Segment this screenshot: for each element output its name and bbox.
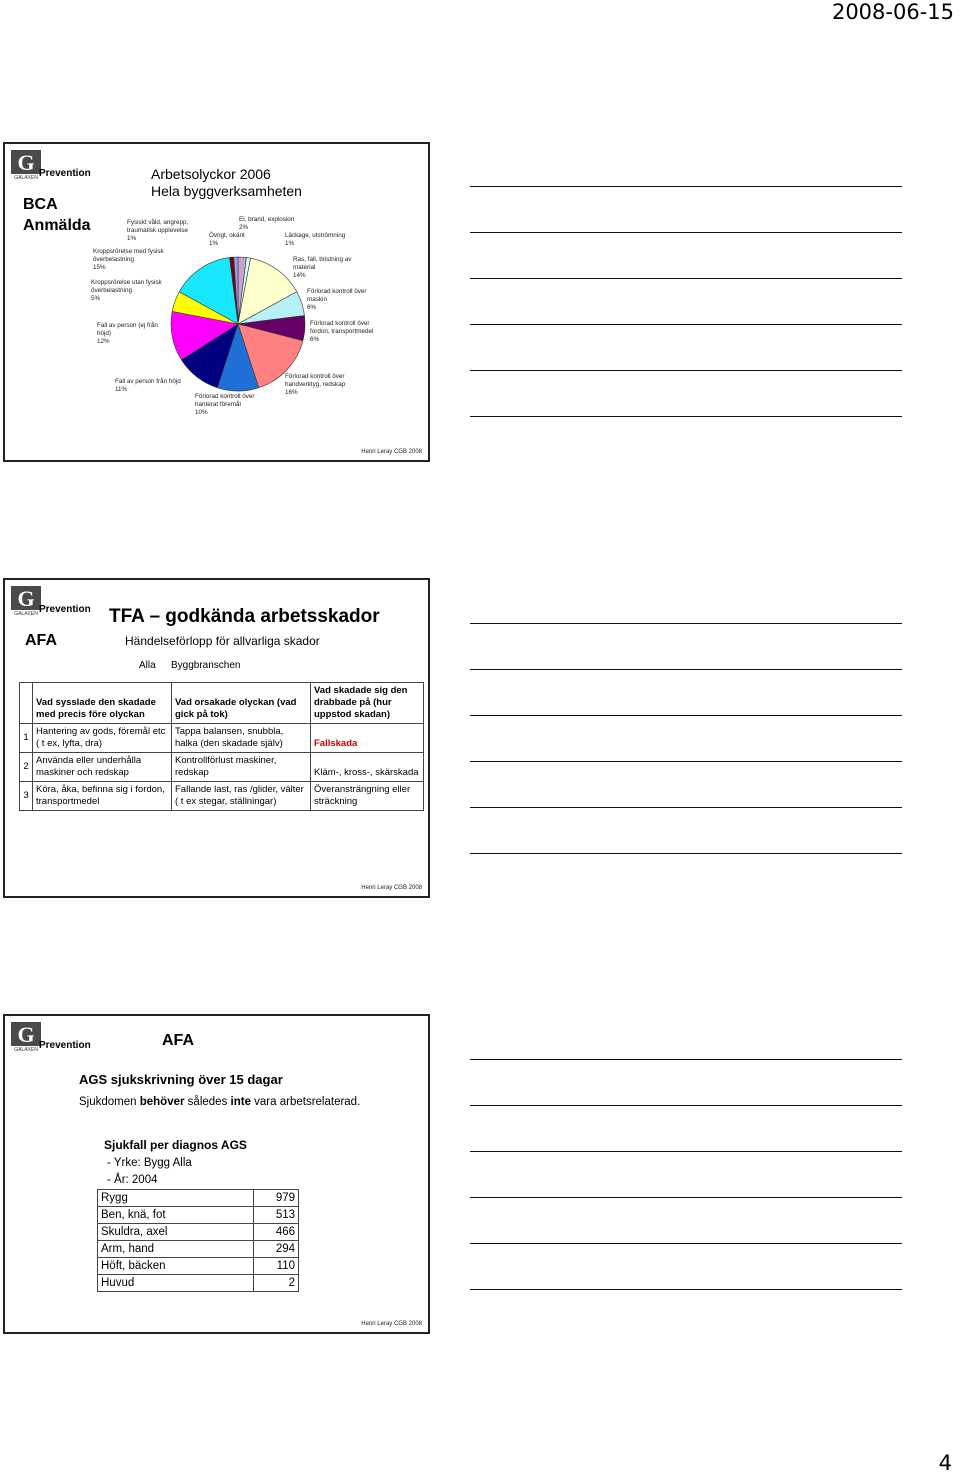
highlight-cell: Fallskada	[311, 724, 424, 753]
pie-label: El, brand, explosion 2%	[239, 216, 295, 231]
filter-industry: Byggbranschen	[171, 660, 241, 671]
header-activity: Vad sysslade den skadade med precis före olyckan	[33, 683, 172, 724]
slide-footer: Henri Leray CGB 2008	[361, 885, 422, 891]
header-cause: Vad orsakade olyckan (vad gick på tok)	[172, 683, 311, 724]
page-date: 2008-06-15	[831, 0, 954, 24]
svg-text:G: G	[17, 150, 35, 175]
tfa-table	[19, 682, 424, 811]
slide-subtitle: Händelseförlopp för allvarliga skador	[125, 634, 320, 648]
table-row: Skuldra, axel 466	[98, 1224, 299, 1241]
pie-label: Ras, fall, bristning av material 14%	[293, 256, 352, 279]
side-title: AFA	[25, 632, 57, 649]
svg-text:GALAXEN: GALAXEN	[14, 611, 38, 616]
pie-label: Fall av person från höjd 11%	[115, 378, 181, 393]
slide-heading: AGS sjukskrivning över 15 dagar	[79, 1072, 283, 1087]
svg-text:G: G	[17, 1022, 35, 1047]
pie-label: Övrigt, okänt 1%	[209, 232, 245, 247]
slide-3	[3, 1014, 430, 1334]
side-title: BCA Anmälda	[23, 196, 91, 234]
slide-footer: Henri Leray CGB 2008	[361, 449, 422, 455]
galaxen-logo-icon	[11, 1022, 41, 1052]
table-row: Höft, bäcken 110	[98, 1258, 299, 1275]
pie-label: Kroppsrörelse utan fysisk överbelastning 5%	[91, 279, 162, 302]
pie-label: Kroppsrörelse med fysisk överbelastning 15%	[93, 248, 164, 271]
slide-title: AFA	[162, 1032, 194, 1049]
slide-footer: Henri Leray CGB 2008	[361, 1321, 422, 1327]
table-row: 3 Köra, åka, befinna sig i fordon, transportmedel Fallande last, ras /glider, välter ( t ex stegar, ställningar) Överansträngning eller sträckning	[20, 782, 424, 811]
slide-sentence: Sjukdomen behöver således inte vara arbetsrelaterad.	[79, 1096, 361, 1108]
svg-text:GALAXEN: GALAXEN	[14, 175, 38, 180]
pie-label: Läckage, utströmning 1%	[285, 232, 346, 247]
table-meta-profession: - Yrke: Bygg Alla	[107, 1157, 192, 1169]
table-row: 1 Hantering av gods, föremål etc ( t ex, lyfta, dra) Tappa balansen, snubbla, halka (den skadade själv) Fallskada	[20, 724, 424, 753]
brand-label: Prevention	[39, 168, 91, 179]
table-row: Ben, knä, fot 513	[98, 1207, 299, 1224]
galaxen-logo-icon	[11, 586, 41, 616]
brand-label: Prevention	[39, 604, 91, 615]
slide-2	[3, 578, 430, 898]
pie-label: Fysiskt våld, angrepp, traumatisk upplevelse 1%	[127, 219, 189, 242]
table-header-row	[20, 683, 424, 724]
table-row: 2 Använda eller underhålla maskiner och redskap Kontrollförlust maskiner, redskap Kläm-, kross-, skärskada	[20, 753, 424, 782]
table-meta-year: - År: 2004	[107, 1174, 158, 1186]
pie-label: Fall av person (ej från höjd) 12%	[97, 322, 158, 345]
filter-all: Alla	[139, 660, 156, 671]
table-row: Huvud 2	[98, 1275, 299, 1292]
notes-lines-2	[470, 623, 902, 899]
notes-lines-3	[470, 1059, 902, 1335]
svg-text:G: G	[17, 586, 35, 611]
pie-label: Förlorad kontroll över fordon, transportmedel 6%	[310, 320, 374, 343]
table-row: Arm, hand 294	[98, 1241, 299, 1258]
pie-label: Förlorad kontroll över maskin 6%	[307, 288, 367, 311]
pie-label: Förlorad kontroll över hanterat föremål 10%	[195, 393, 255, 416]
brand-label: Prevention	[39, 1040, 91, 1051]
ags-table	[97, 1189, 299, 1292]
pie-label: Förlorad kontroll över handverktyg, redskap 16%	[285, 373, 346, 396]
slide-title: TFA – godkända arbetsskador	[109, 606, 380, 627]
notes-lines-1	[470, 186, 902, 462]
slide-title: Arbetsolyckor 2006 Hela byggverksamheten	[151, 166, 302, 199]
table-title: Sjukfall per diagnos AGS	[104, 1138, 247, 1152]
svg-text:GALAXEN: GALAXEN	[14, 1047, 38, 1052]
table-row: Rygg 979	[98, 1190, 299, 1207]
slide-1	[3, 142, 430, 462]
header-injury: Vad skadade sig den drabbade på (hur uppstod skadan)	[311, 683, 424, 724]
page-number: 4	[938, 1451, 952, 1475]
